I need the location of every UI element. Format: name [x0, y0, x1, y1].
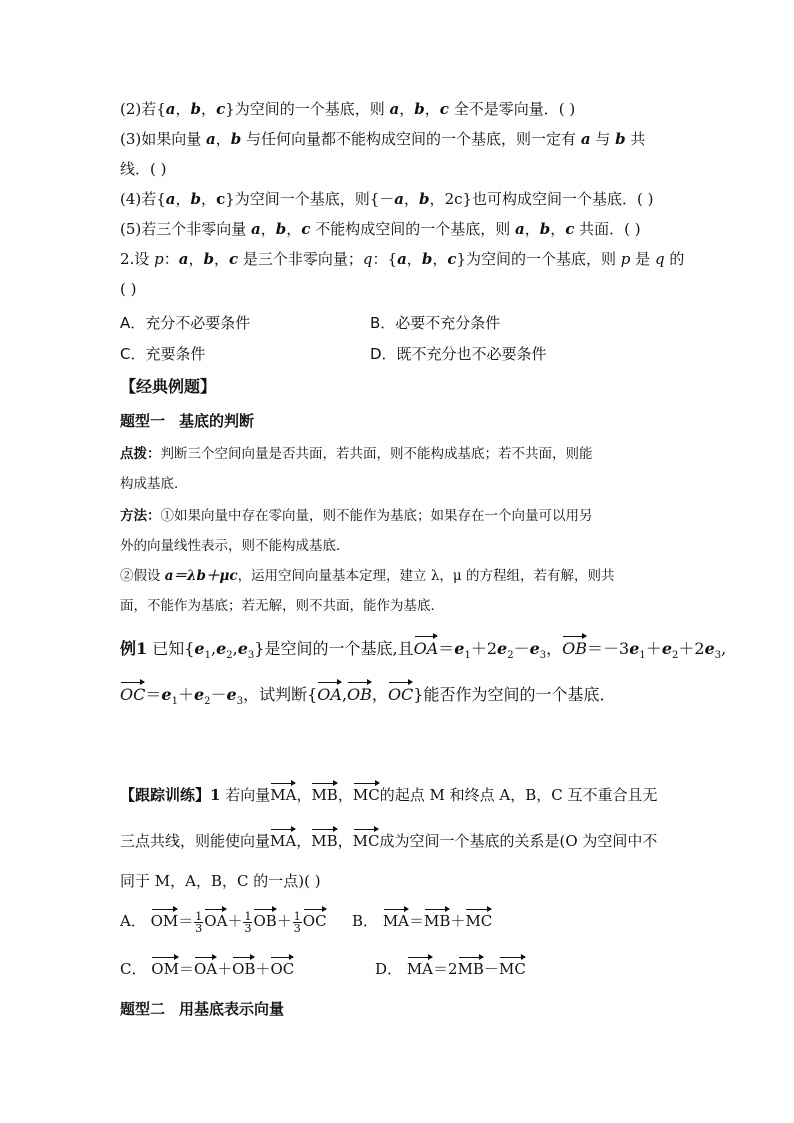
vector-ob: OB — [562, 639, 588, 658]
option2-b: B． MA＝MB＋MC — [352, 912, 493, 930]
tracking-line-2: 三点共线，则能使向量MA，MB，MC成为空间一个基底的关系是(O 为空间中不 — [120, 832, 658, 850]
example-1-line-1: 例1 已知$\{e_1,e_2,e_3\}$是空间的一个基底,且$OA=e_1+2e_2-e_3$，$OB=-3e_1+e_2+2e_3$, — [120, 639, 727, 662]
fraction-one-third: $\frac{1}{3}$ — [195, 909, 203, 935]
vector-oa: OA — [413, 639, 439, 658]
problem-2-paren: ( ) — [120, 280, 137, 298]
option-c: C．充要条件 — [120, 345, 206, 363]
option2-d: D． MA＝2MB－MC — [375, 960, 526, 978]
option-a: A．充分不必要条件 — [120, 314, 251, 332]
method-line-1: 方法：①如果向量中存在零向量，则不能作为基底；如果存在一个向量可以用另 — [120, 508, 593, 524]
option-b: B．必要不充分条件 — [370, 314, 501, 332]
problem-2: 2.设 p：a，b，c 是三个非零向量；q：{a，b，c}为空间的一个基底，则 p 是 q 的 — [120, 250, 685, 268]
tip-line-2: 构成基底． — [120, 476, 188, 492]
tip-line-1: 点拨：判断三个空间向量是否共面，若共面，则不能构成基底；若不共面，则能 — [120, 446, 593, 462]
tracking-line-3: 同于 M，A，B，C 的一点)( ) — [120, 872, 321, 890]
example-1-line-2: $OC=e_1+e_2-e_3$，试判断{OA,OB，OC}能否作为空间的一个基底． — [120, 685, 616, 708]
option2-c: C． OM＝OA＋OB＋OC — [120, 960, 295, 978]
option2-a: A． OM＝ $\frac{1}{3}$ OA＋ $\frac{1}{3}$ OB＋ $\frac{1}{3}$ OC — [120, 909, 327, 935]
method-line-2: 外的向量线性表示，则不能构成基底． — [120, 538, 350, 554]
option-d: D．既不充分也不必要条件 — [370, 345, 547, 363]
method-line-4: 面，不能作为基底；若无解，则不共面，能作为基底． — [120, 598, 444, 614]
question-4: (4)若{a，b，c}为空间一个基底，则{－a，b，2c}也可构成空间一个基底．( ) — [120, 190, 654, 208]
vector-oc: OC — [120, 685, 146, 704]
section-title: 【经典例题】 — [120, 377, 217, 396]
method-line-3: ②假设 a＝λb＋μc，运用空间向量基本定理，建立 λ，μ 的方程组，若有解，则共 — [120, 568, 615, 584]
question-3-line-1: (3)如果向量 a，b 与任何向量都不能构成空间的一个基底，则一定有 a 与 b 共 — [120, 130, 646, 148]
question-3-line-2: 线．( ) — [120, 160, 167, 178]
tracking-line-1: 【跟踪训练】1 若向量MA，MB，MC的起点 M 和终点 A，B，C 互不重合且无 — [120, 786, 658, 804]
question-5: (5)若三个非零向量 a，b，c 不能构成空间的一个基底，则 a，b，c 共面．( ) — [120, 220, 641, 238]
type-1-heading: 题型一 基底的判断 — [120, 412, 255, 430]
q2-text: (2)若{ — [120, 100, 166, 118]
question-2: (2)若{a，b，c}为空间的一个基底，则 a，b，c 全不是零向量．( ) — [120, 100, 576, 118]
type-2-heading: 题型二 用基底表示向量 — [120, 1000, 285, 1018]
